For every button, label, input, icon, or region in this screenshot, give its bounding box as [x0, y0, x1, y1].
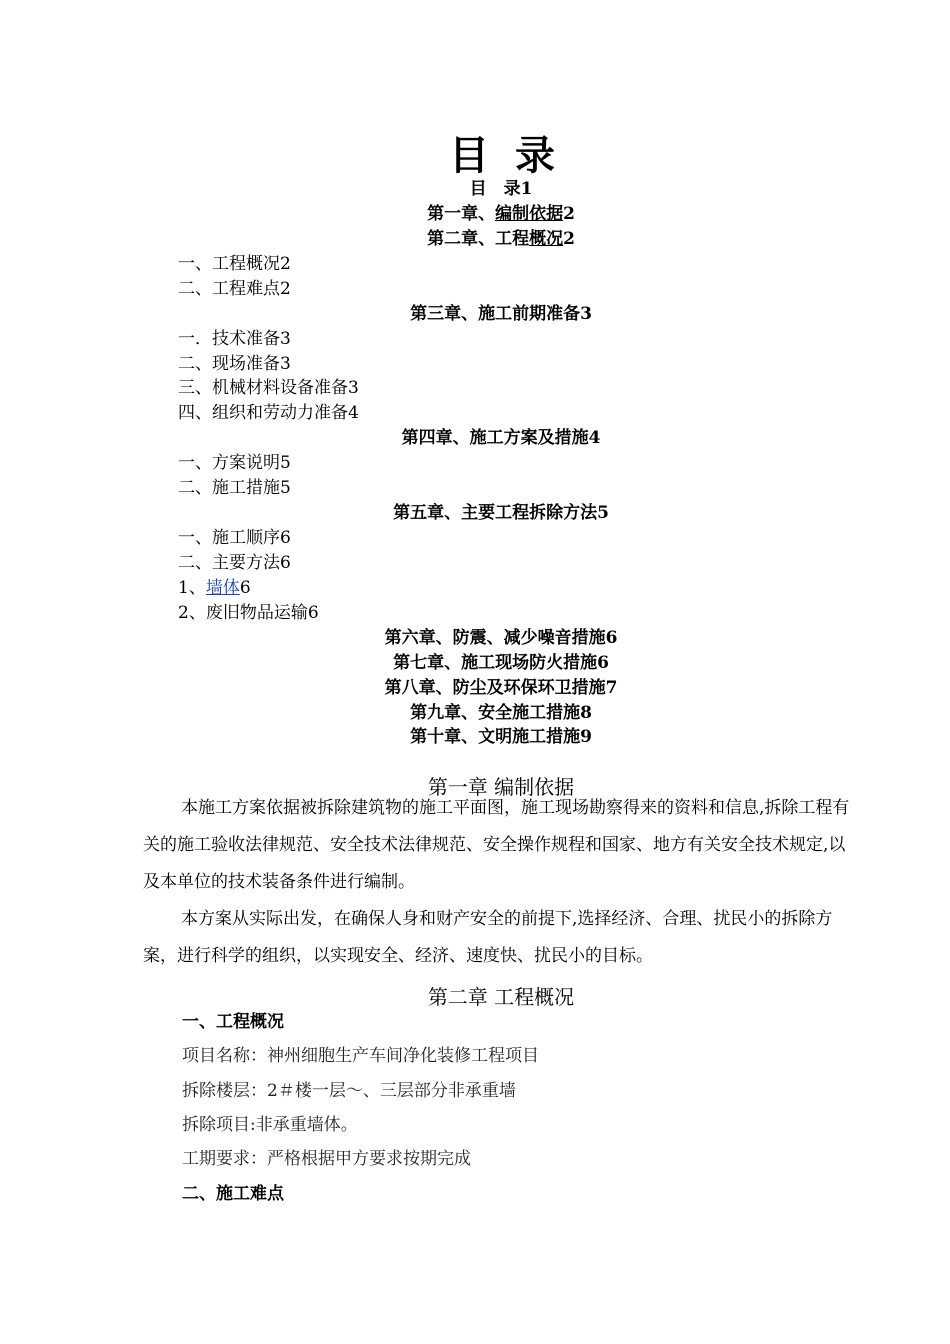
toc-entry: 二、主要方法6 — [178, 553, 291, 573]
section-heading: 二、施工难点 — [182, 1184, 284, 1204]
toc-entry: 第一章、编制依据2 — [427, 204, 575, 224]
toc-entry: 第四章、施工方案及措施4 — [401, 428, 601, 448]
toc-entry: 目 录1 — [469, 179, 533, 199]
toc-entry: 第三章、施工前期准备3 — [410, 304, 592, 324]
toc-entry: 四、组织和劳动力准备4 — [178, 403, 359, 423]
toc-entry: 三、机械材料设备准备3 — [178, 378, 359, 398]
section-heading: 一、工程概况 — [182, 1012, 284, 1032]
chapter-heading: 第一章 编制依据 — [427, 775, 575, 799]
chapter-heading: 第二章 工程概况 — [427, 985, 575, 1009]
toc-entry: 2、废旧物品运输6 — [178, 603, 319, 623]
toc-entry: 第六章、防震、减少噪音措施6 — [384, 628, 618, 648]
toc-entry: 第九章、安全施工措施8 — [410, 703, 592, 723]
info-item: 工期要求：严格根据甲方要求按期完成 — [182, 1149, 471, 1169]
toc-entry: 第七章、施工现场防火措施6 — [393, 653, 609, 673]
info-item: 拆除项目:非承重墙体。 — [182, 1115, 358, 1135]
toc-entry: 二、现场准备3 — [178, 354, 291, 374]
toc-entry: 二、工程难点2 — [178, 279, 291, 299]
toc-hyperlink[interactable]: 墙体 — [205, 578, 240, 598]
toc-link[interactable]: 概况 — [529, 229, 564, 249]
toc-entry: 第五章、主要工程拆除方法5 — [393, 503, 609, 523]
toc-entry: 一、工程概况2 — [178, 254, 291, 274]
toc-entry: 一．技术准备3 — [178, 329, 291, 349]
toc-entry: 一、方案说明5 — [178, 453, 291, 473]
info-item: 项目名称：神州细胞生产车间净化装修工程项目 — [182, 1046, 539, 1066]
document-title: 目 录 — [449, 132, 561, 179]
toc-entry: 第八章、防尘及环保环卫措施7 — [384, 678, 618, 698]
info-item: 拆除楼层：2＃楼一层～、三层部分非承重墙 — [182, 1081, 516, 1101]
toc-entry: 第十章、文明施工措施9 — [410, 727, 592, 747]
toc-link[interactable]: 编制依据 — [495, 204, 564, 224]
toc-entry: 一、施工顺序6 — [178, 528, 291, 548]
toc-entry: 第二章、工程概况2 — [427, 229, 575, 249]
toc-entry: 二、施工措施5 — [178, 478, 291, 498]
body-paragraph: 本方案从实际出发，在确保人身和财产安全的前提下,选择经济、合理、扰民小的拆除方案，进行科学的组织，以实现安全、经济、速度快、扰民小的目标。 — [143, 909, 833, 966]
body-paragraph: 本施工方案依据被拆除建筑物的施工平面图，施工现场勘察得来的资料和信息,拆除工程有关的施工验收法律规范、安全技术法律规范、安全操作规程和国家、地方有关安全技术规定,以及本单位的技术装备条件进行编制。 — [143, 798, 850, 892]
toc-entry: 1、墙体6 — [178, 578, 251, 598]
